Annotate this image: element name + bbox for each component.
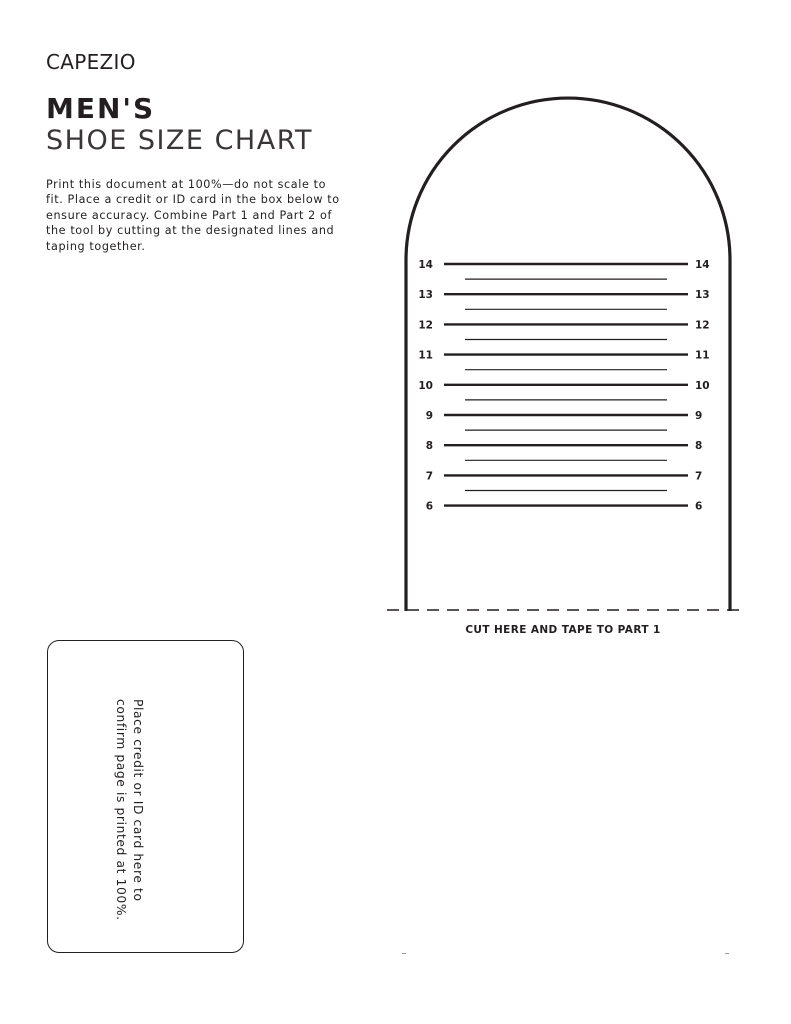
page-subtitle: SHOE SIZE CHART (46, 125, 313, 156)
card-text-line-2: confirm page is printed at 100%. (114, 699, 128, 921)
size-label-left-11: 11 (418, 349, 433, 362)
size-label-right-6: 6 (695, 500, 703, 513)
size-label-left-6: 6 (425, 500, 433, 513)
size-label-left-8: 8 (425, 440, 433, 453)
size-label-left-10: 10 (418, 379, 433, 392)
size-label-right-11: 11 (695, 349, 710, 362)
size-label-left-7: 7 (425, 470, 433, 483)
print-instructions: Print this document at 100%—do not scale to fit. Place a credit or ID card in the box below to ensure accuracy. Combine Part 1 and Part 2 of the tool by cutting at the designated lines and taping together. (46, 178, 340, 253)
size-label-left-12: 12 (418, 319, 433, 332)
size-label-left-14: 14 (418, 259, 433, 271)
card-placement-text (112, 699, 146, 939)
crop-mark-right (725, 953, 729, 954)
size-label-right-13: 13 (695, 289, 710, 302)
size-label-right-9: 9 (695, 410, 703, 422)
size-label-right-10: 10 (695, 379, 710, 392)
card-text-line-1: Place credit or ID card here to (131, 699, 145, 902)
size-label-right-7: 7 (695, 470, 703, 483)
brand-logo: CAPEZIO (46, 50, 136, 74)
size-scale (418, 259, 709, 513)
crop-mark-left (402, 953, 406, 954)
page-title: MEN'S (46, 92, 156, 125)
size-label-right-8: 8 (695, 440, 703, 453)
cut-instruction-label: CUT HERE AND TAPE TO PART 1 (465, 624, 661, 636)
size-label-left-9: 9 (425, 410, 433, 422)
credit-card-placement-box (47, 640, 244, 953)
size-label-left-13: 13 (418, 289, 433, 302)
size-label-right-12: 12 (695, 319, 710, 332)
size-label-right-14: 14 (695, 259, 710, 271)
